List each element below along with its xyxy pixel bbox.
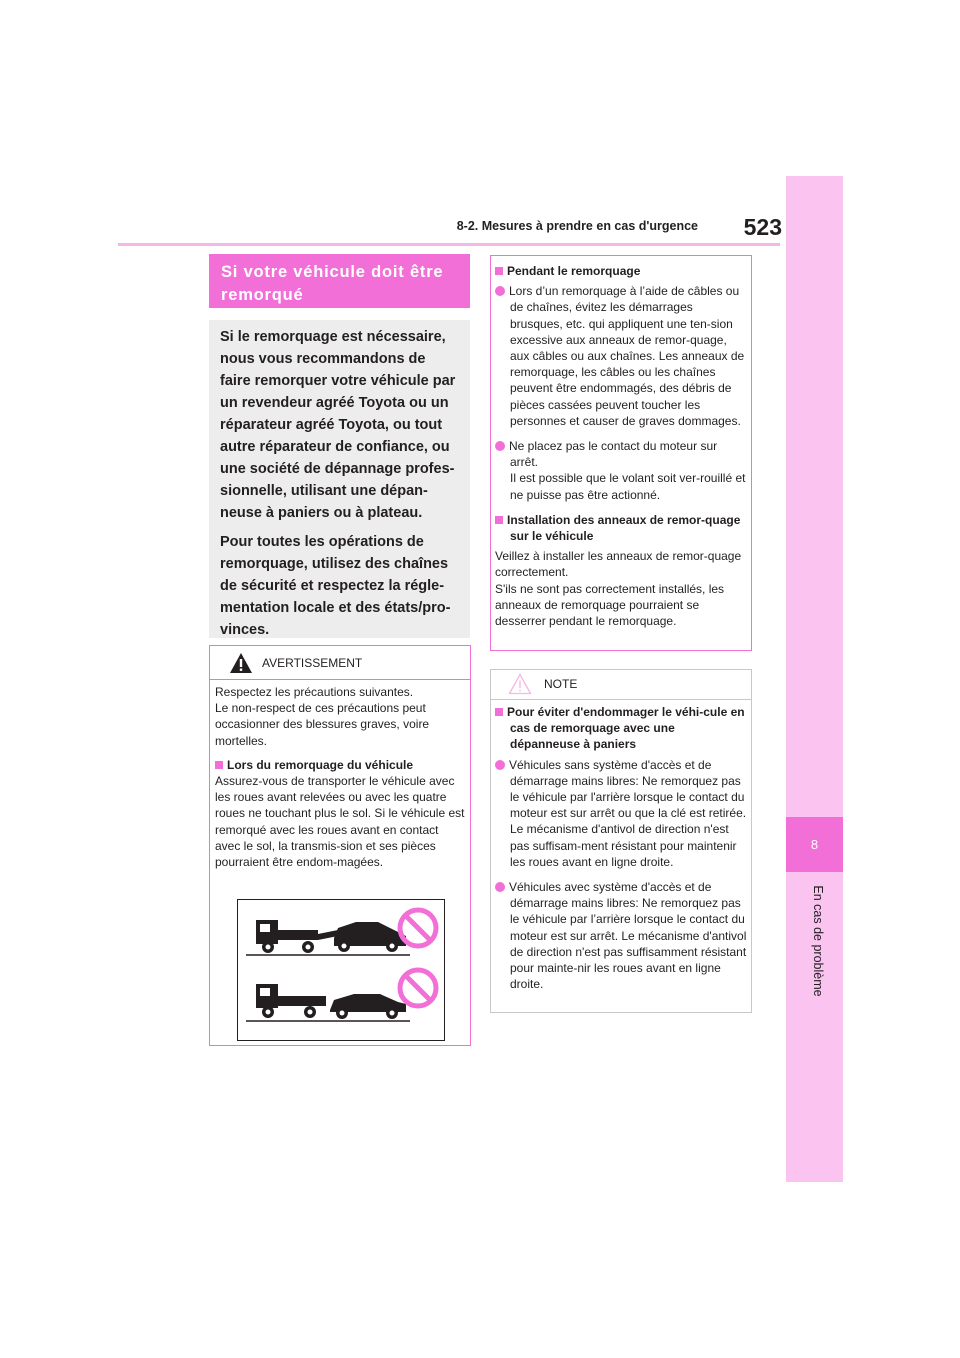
caution-bullet-1: Lors d’un remorquage à l’aide de câbles ou de chaînes, évitez les démarrages brusques, etc. qui appliquent une ten-sion excessive aux anneaux de remor-quage, aux câbles ou aux chaînes. Les anneaux de remorquage, les câbles ou les chaînes peuvent être endommagés, des débris de pièces cassées peuvent toucher les personnes et causer de graves dommages. [509,284,745,428]
square-bullet-icon [495,267,503,275]
intro-paragraph-2: Pour toutes les opérations de remorquage, utilisez des chaînes de sécurité et respectez la régle-mentation locale et des états/pro-vinces. [220,534,451,638]
square-bullet-icon [495,516,503,524]
note-heading: Pour éviter d'endommager le véhi-cule en cas de remorquage avec une dépanneuse à paniers [507,705,745,752]
note-heading-row [495,704,747,753]
chapter-number: 8 [786,817,843,872]
warning-subheading: Lors du remorquage du véhicule [227,757,414,772]
caution-triangle-outline-icon [508,673,532,695]
section-heading [209,254,470,308]
warning-body [215,684,467,870]
note-body [495,704,747,992]
warning-triangle-icon [229,652,253,674]
chapter-side-tab [786,176,843,1182]
caution-bullet-2-line-2: Il est possible que le volant soit ver-rouillé et ne puisse pas être actionné. [510,471,746,502]
note-bullet-2: Véhicules avec système d'accès et de démarrage mains libres: Ne remorquez pas le véhicule par l’arrière lorsque le contact du moteur est sur arrêt. Le mécanisme d'antivol de direction n'est pas suffisamment résistant pour mainte-nir les roues avant en ligne droite. [509,880,747,992]
towed-car-lower-icon [330,994,406,1019]
caution-body [495,263,747,629]
note-header [491,670,751,700]
round-bullet-icon [495,441,505,451]
caution-heading-2: Installation des anneaux de remor-quage sur le véhicule [507,512,741,544]
caution-bullet-1-row [495,283,747,429]
round-bullet-icon [495,882,505,892]
towing-illustration [237,899,445,1041]
round-bullet-icon [495,286,505,296]
warning-intro-line-2: Le non-respect de ces précautions peut occasionner des blessures graves, voire mortelles. [215,701,430,748]
towing-illustration-svg [238,900,444,1040]
intro-paragraph-1: Si le remorquage est nécessaire, nous vous recommandons de faire remorquer votre véhicule par un revendeur agréé Toyota ou un réparateur agréé Toyota, ou tout autre réparateur de confiance, ou une société de dépannage profes-sionnelle, utilisant une dépan-neuse à paniers ou à plateau. [220,329,456,521]
caution-heading-2-row [495,512,747,544]
prohibited-icon-lower [400,970,436,1006]
warning-title: AVERTISSEMENT [262,656,363,670]
caution-bullet-2-line-1: Ne placez pas le contact du moteur sur arrêt. [509,439,718,470]
caution-text-2-line-1: Veillez à installer les anneaux de remor-quage correctement. [495,549,742,580]
note-box [490,669,752,1013]
round-bullet-icon [495,760,505,770]
square-bullet-icon [215,761,223,769]
warning-header [210,646,470,680]
header-rule [118,243,780,246]
caution-bullet-2-row [495,438,747,470]
note-bullet-1-row [495,757,747,870]
caution-heading-1-row [495,263,747,279]
tow-truck-upper-icon [256,920,338,953]
caution-box [490,255,752,651]
warning-intro-line-1: Respectez les précautions suivantes. [215,685,414,699]
note-bullet-2-row [495,879,747,992]
caution-heading-1: Pendant le remorquage [507,264,641,278]
square-bullet-icon [495,708,503,716]
warning-subtext: Assurez-vous de transporter le véhicule avec les roues avant relevées ou avec les quatre roues ne touchant plus le sol. Si le véhicule est remorqué avec les roues avant en contact avec le sol, la transmis-sion et ses pièces pourraient être endom-magées. [215,774,465,870]
caution-text-2-line-2: S'ils ne sont pas correctement installés, les anneaux de remorquage pourraient se desserrer pendant le remorquage. [495,581,725,629]
intro-box [209,320,470,638]
section-heading-text: Si votre véhicule doit être remorqué [221,263,444,304]
warning-subheading-row [215,757,467,773]
prohibited-icon-upper [400,910,436,946]
tow-truck-lower-icon [256,984,326,1018]
warning-box [209,645,471,1046]
page-number: 523 [743,214,782,240]
towed-car-upper-icon [334,922,406,952]
chapter-label: En cas de problème [811,885,825,997]
note-title: NOTE [544,677,578,691]
note-bullet-1: Véhicules sans système d'accès et de démarrage mains libres: Ne remorquez pas le véhicule par l'arrière lorsque le contact du moteur est sur arrêt ou que la clé est retirée. Le mécanisme d'antivol de direction n'est pas suffisam-ment résistant pour maintenir les roues avant en ligne droite. [509,757,747,869]
section-title: 8-2. Mesures à prendre en cas d'urgence [456,219,698,233]
